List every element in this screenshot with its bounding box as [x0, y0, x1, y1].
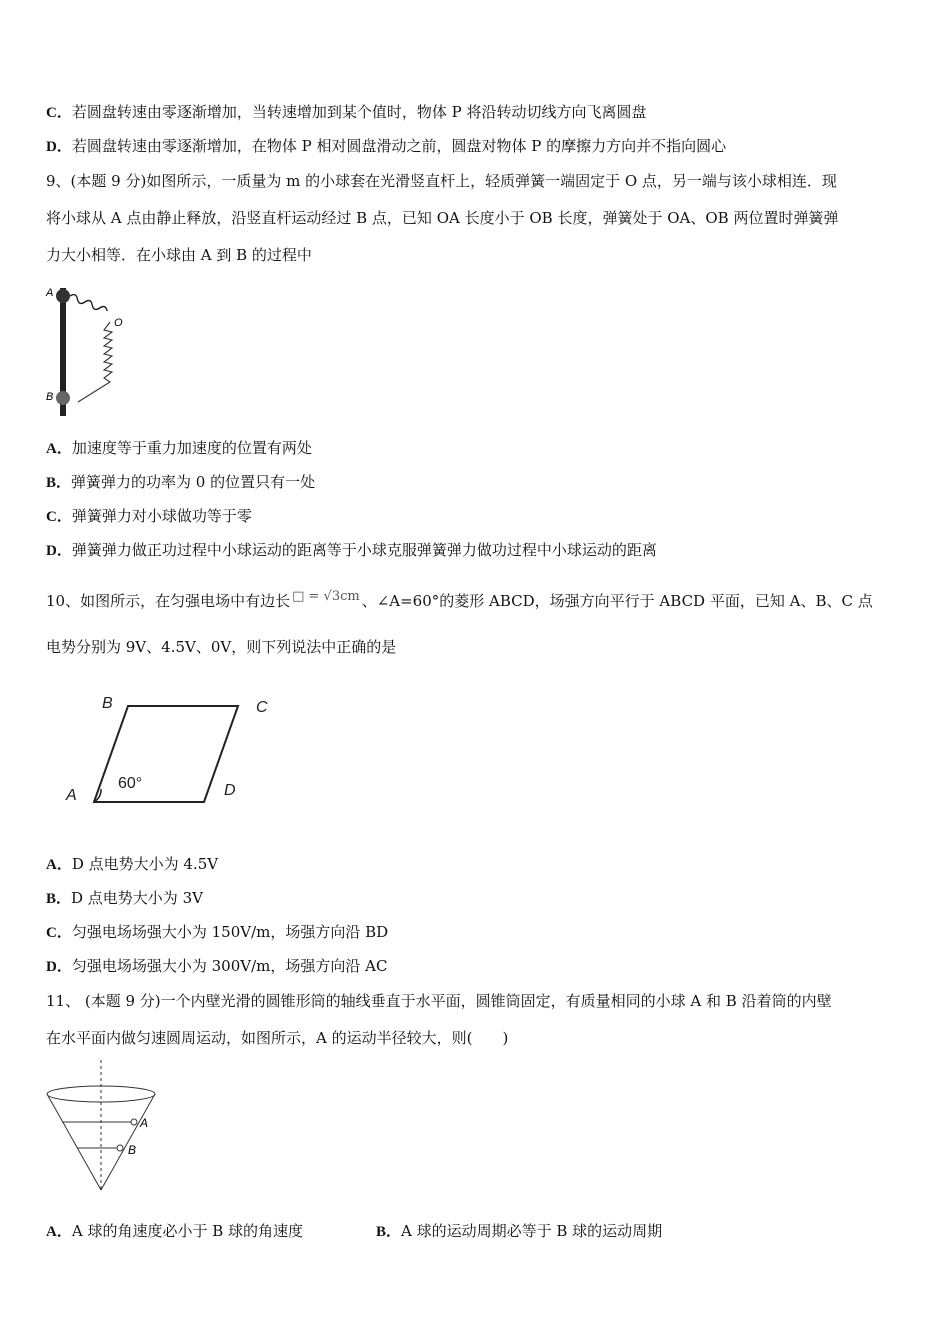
- q10-stem-line2: 电势分别为 9V、4.5V、0V，则下列说法中正确的是: [46, 638, 397, 656]
- q10-option-b: B．D 点电势大小为 3V: [46, 889, 203, 907]
- side-length-formula: □ = √3cm: [292, 589, 360, 604]
- label-a: A: [140, 1116, 149, 1130]
- cone-left-side: [47, 1094, 101, 1190]
- q10-stem-line1: 10、如图所示，在匀强电场中有边长 □ = √3cm 、∠A=60°的菱形 ABCD，场强方向平行于 ABCD 平面，已知 A、B、C 点: [46, 589, 873, 610]
- q11-option-a: A．A 球的角速度必小于 B 球的角速度: [46, 1222, 304, 1240]
- q11-option-b: B．A 球的运动周期必等于 B 球的运动周期: [376, 1222, 663, 1240]
- label-o: O: [114, 317, 123, 329]
- ball-a: [56, 289, 70, 303]
- q9-spring-figure: [44, 282, 144, 422]
- label-b: B: [128, 1143, 137, 1157]
- label-b: B: [102, 695, 113, 712]
- label-a: A: [66, 787, 77, 804]
- angle-label: 60°: [118, 775, 143, 792]
- q9-option-b: B．弹簧弹力的功率为 0 的位置只有一处: [46, 473, 316, 491]
- q9-stem-line3: 力大小相等．在小球由 A 到 B 的过程中: [46, 246, 312, 264]
- spring-ob: [78, 322, 112, 402]
- ball-a: [131, 1119, 137, 1125]
- q8-option-d: D．若圆盘转速由零逐渐增加，在物体 P 相对圆盘滑动之前，圆盘对物体 P 的摩擦力方向并不指向圆心: [46, 137, 727, 155]
- q9-option-d: D．弹簧弹力做正功过程中小球运动的距离等于小球克服弹簧弹力做功过程中小球运动的距离: [46, 541, 657, 559]
- q9-option-c: C．弹簧弹力对小球做功等于零: [46, 507, 252, 525]
- spring-oa: [69, 293, 108, 314]
- q10-option-d: D．匀强电场场强大小为 300V/m，场强方向沿 AC: [46, 957, 388, 975]
- label-a: A: [46, 287, 54, 299]
- q8-option-c: C．若圆盘转速由零逐渐增加，当转速增加到某个值时，物体 P 将沿转动切线方向飞离圆盘: [46, 103, 647, 121]
- label-b: B: [46, 391, 54, 403]
- q9-stem-line1: 9、(本题 9 分)如图所示，一质量为 m 的小球套在光滑竖直杆上，轻质弹簧一端固定于 O 点，另一端与该小球相连．现: [46, 172, 837, 190]
- rhombus-abcd: [94, 706, 238, 802]
- q9-option-a: A．加速度等于重力加速度的位置有两处: [46, 439, 312, 457]
- ball-b: [56, 391, 70, 405]
- ball-b: [117, 1145, 123, 1151]
- label-d: D: [224, 782, 236, 799]
- cone-right-side: [101, 1094, 155, 1190]
- cone-rim: [47, 1086, 155, 1102]
- q11-stem-line2: 在水平面内做匀速圆周运动，如图所示，A 的运动半径较大，则( ): [46, 1029, 509, 1047]
- q9-stem-line2: 将小球从 A 点由静止释放，沿竖直杆运动经过 B 点，已知 OA 长度小于 OB 长度，弹簧处于 OA、OB 两位置时弹簧弹: [46, 209, 839, 227]
- q10-option-c: C．匀强电场场强大小为 150V/m，场强方向沿 BD: [46, 923, 389, 941]
- q11-cone-figure: [44, 1060, 174, 1195]
- q11-stem-line1: 11、 (本题 9 分)一个内壁光滑的圆锥形筒的轴线垂直于水平面，圆锥筒固定，有质量相同的小球 A 和 B 沿着筒的内壁: [46, 992, 832, 1010]
- q10-rhombus-figure: [58, 688, 288, 813]
- label-c: C: [256, 699, 268, 716]
- q10-option-a: A．D 点电势大小为 4.5V: [46, 855, 219, 873]
